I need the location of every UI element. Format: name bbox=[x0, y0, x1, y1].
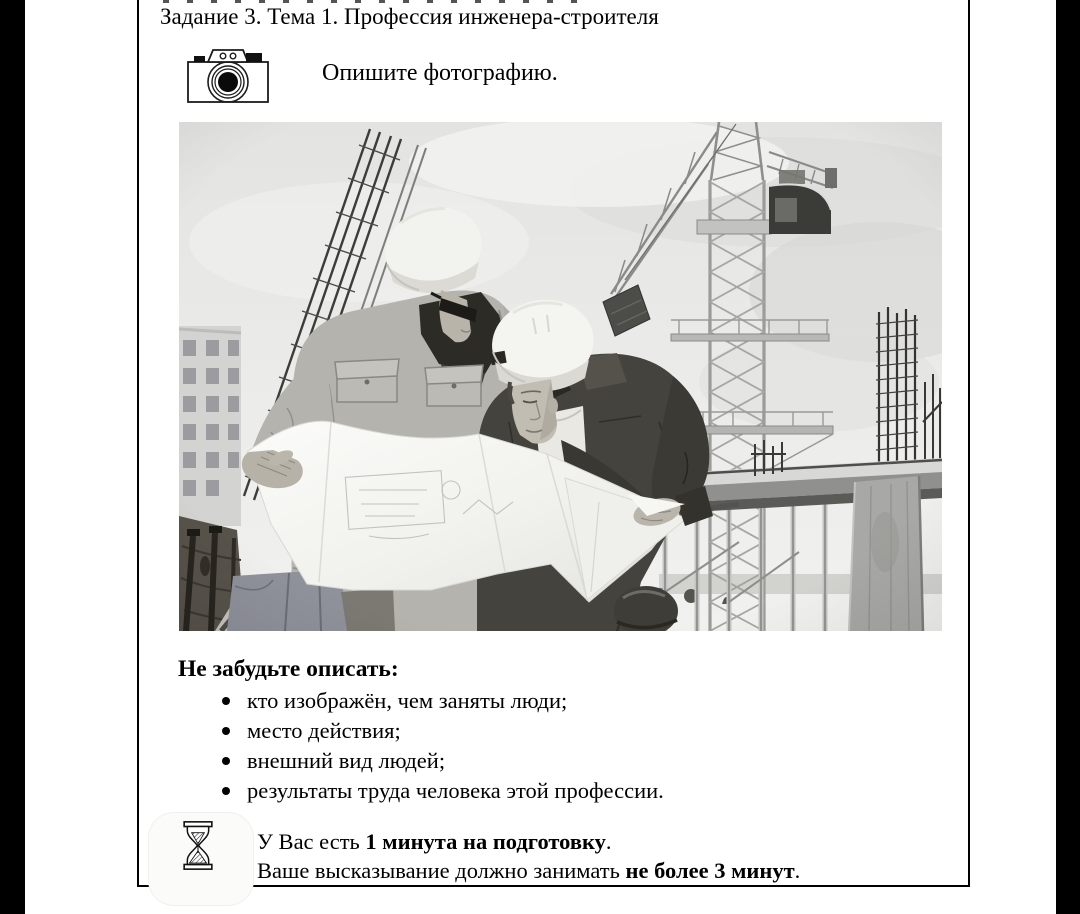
letterbox-left bbox=[0, 0, 25, 914]
checklist-item: кто изображён, чем заняты люди; bbox=[222, 686, 664, 716]
task-title: Задание 3. Тема 1. Профессия инженера-строителя bbox=[160, 4, 659, 29]
checklist-item: результаты труда человека этой профессии. bbox=[222, 776, 664, 806]
photo-vignette bbox=[179, 122, 942, 631]
timer-note bbox=[257, 828, 800, 885]
timer-line-1: У Вас есть 1 минута на подготовку. bbox=[257, 829, 612, 854]
checklist-item: внешний вид людей; bbox=[222, 746, 664, 776]
camera-icon bbox=[186, 45, 270, 105]
checklist-heading: Не забудьте описать: bbox=[178, 656, 399, 682]
construction-photo bbox=[179, 122, 942, 631]
hourglass-icon bbox=[183, 821, 213, 870]
checklist bbox=[222, 686, 664, 806]
photo-instruction: Опишите фотографию. bbox=[322, 60, 558, 86]
letterbox-right bbox=[1056, 0, 1080, 914]
timer-line-2: Ваше высказывание должно занимать не более 3 минут. bbox=[257, 857, 801, 883]
checklist-item: место действия; bbox=[222, 716, 664, 746]
